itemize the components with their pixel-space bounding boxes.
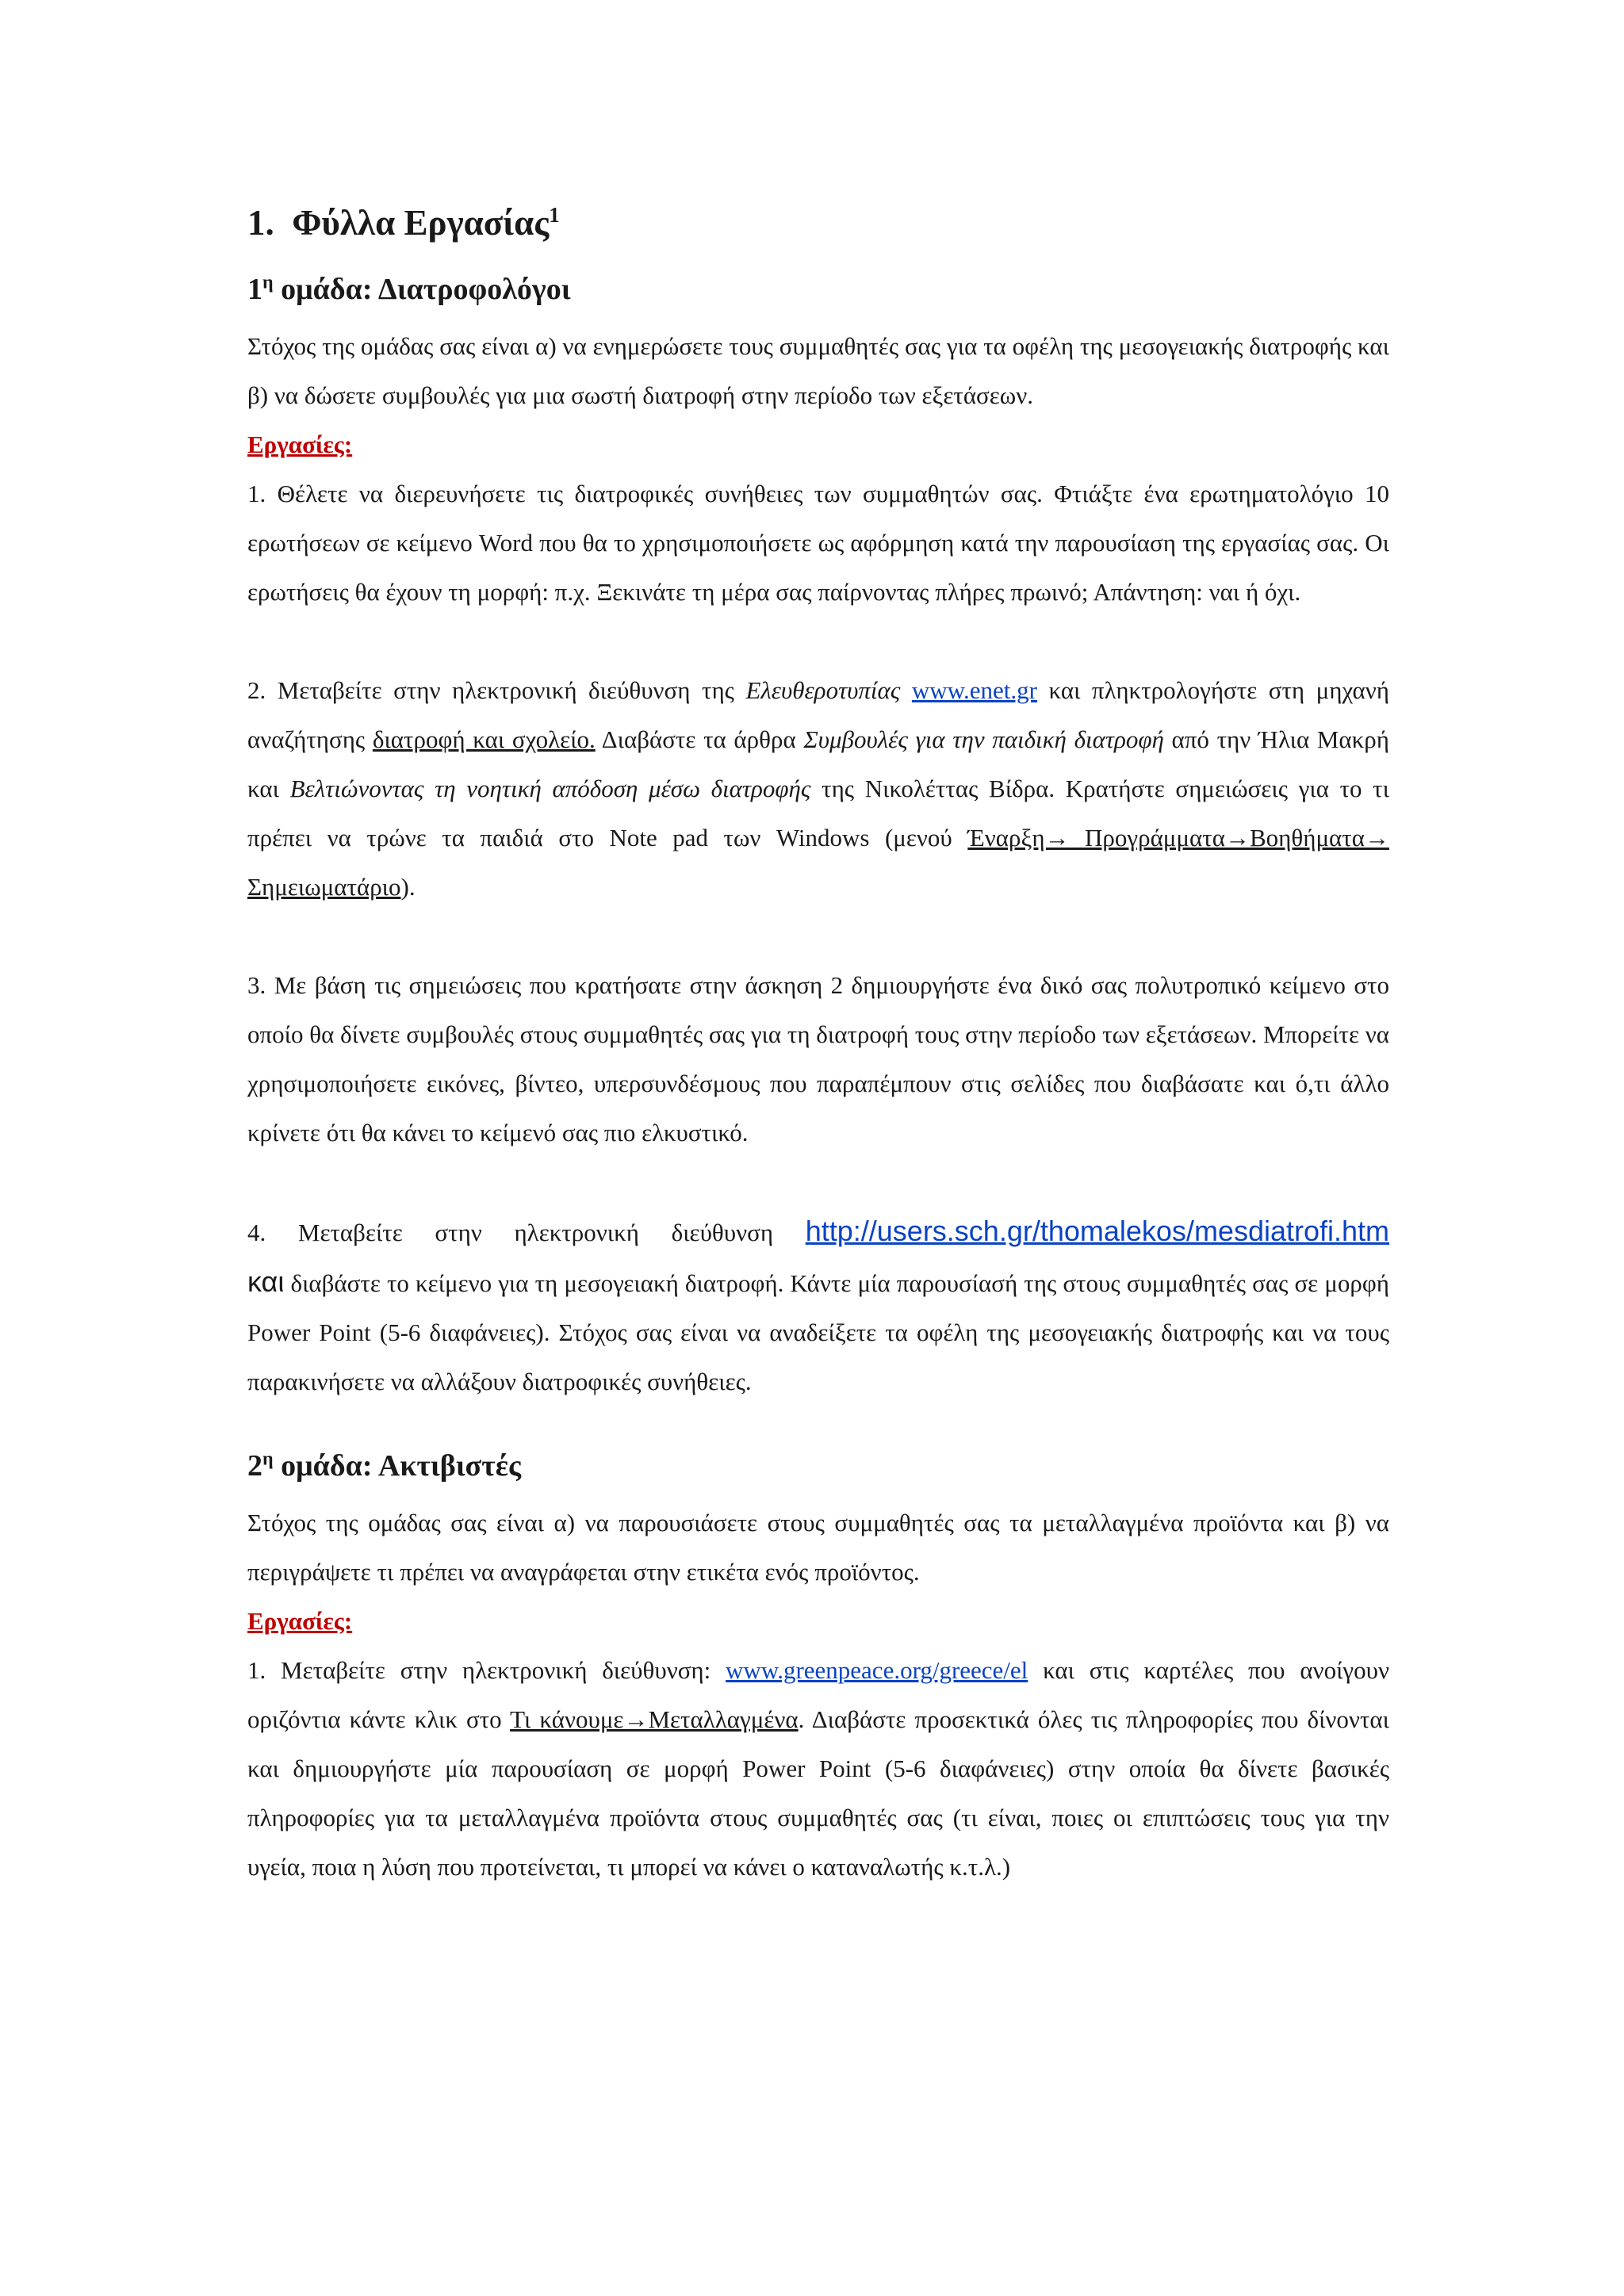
menu-path: Έναρξη→ Προγράμματα→Βοηθήματα→ Σημειωματάριο bbox=[247, 824, 1389, 901]
newspaper-name: Ελευθεροτυπίας bbox=[745, 676, 901, 704]
group1-task4-line1 bbox=[247, 1207, 1389, 1257]
title-text: Φύλλα Εργασίας bbox=[292, 203, 550, 243]
group2-heading-number: 2 bbox=[247, 1449, 262, 1483]
task4-first-word: και bbox=[247, 1265, 285, 1298]
group1-heading-text: ομάδα: Διατροφολόγοι bbox=[281, 273, 571, 306]
spacer bbox=[247, 1158, 1389, 1207]
task2-text: και πληκτρολογήστε στη μηχανή αναζήτησης bbox=[247, 676, 1389, 753]
group1-tasks-label: Εργασίες: bbox=[247, 430, 353, 458]
task2-text: 2. Μεταβείτε στην ηλεκτρονική διεύθυνση της bbox=[247, 676, 746, 704]
group2-heading-text: ομάδα: Ακτιβιστές bbox=[281, 1449, 521, 1483]
title-number: 1. bbox=[247, 203, 274, 243]
greenpeace-menu-path: Τι κάνουμε→Μεταλλαγμένα bbox=[510, 1705, 799, 1733]
group2-task1-text: 1. Μεταβείτε στην ηλεκτρονική διεύθυνση: bbox=[247, 1656, 726, 1684]
document-content bbox=[247, 195, 1389, 1892]
group2-task1-text: . Διαβάστε προσεκτικά όλες τις πληροφορίες που δίνονται και δημιουργήστε μία παρουσίαση σε μορφή Power Point (5-6 διαφάνειες) στην οποία θα δίνετε βασικές πληροφορίες για τα μεταλλαγμένα προϊόντα στους συμμαθητές σας (τι είναι, ποιες οι επιπτώσεις τους για την υγεία, ποια η λύση που προτείνεται, τι μπορεί να κάνει ο καταναλωτής κ.τ.λ.) bbox=[247, 1705, 1389, 1881]
group1-heading-number: 1 bbox=[247, 273, 262, 306]
group1-task2 bbox=[247, 666, 1389, 912]
group2-tasks-label: Εργασίες: bbox=[247, 1607, 353, 1635]
greenpeace-link[interactable]: www.greenpeace.org/greece/el bbox=[726, 1656, 1028, 1684]
group1-task4-body bbox=[247, 1257, 1389, 1406]
enet-link[interactable]: www.enet.gr bbox=[911, 676, 1037, 704]
group1-task3: 3. Με βάση τις σημειώσεις που κρατήσατε στην άσκηση 2 δημιουργήστε ένα δικό σας πολυτροπικό κείμενο στο οποίο θα δίνετε συμβουλές στους συμμαθητές σας για τη διατροφή τους στην περίοδο των εξετάσεων. Μπορείτε να χρησιμοποιήσετε εικόνες, βίντεο, υπερσυνδέσμους που παραπέμπουν στις σελίδες που διαβάσατε και ό,τι άλλο κρίνετε ότι θα κάνει το κείμενό σας πιο ελκυστικό. bbox=[247, 971, 1389, 1146]
group1-task1: 1. Θέλετε να διερευνήσετε τις διατροφικές συνήθειες των συμμαθητών σας. Φτιάξτε ένα ερωτηματολόγιο 10 ερωτήσεων σε κείμενο Word που θα το χρησιμοποιήσετε ως αφόρμηση κατά την παρουσίαση της εργασίας σας. Οι ερωτήσεις θα έχουν τη μορφή: π.χ. Ξεκινάτε τη μέρα σας παίρνοντας πλήρες πρωινό; Απάντηση: ναι ή όχι. bbox=[247, 480, 1389, 606]
group2-heading bbox=[247, 1441, 1389, 1490]
spacer bbox=[247, 617, 1389, 666]
group1-goal: Στόχος της ομάδας σας είναι α) να ενημερώσετε τους συμμαθητές σας για τα οφέλη της μεσογειακής διατροφής και β) να δώσετε συμβουλές για μια σωστή διατροφή στην περίοδο των εξετάσεων. bbox=[247, 332, 1389, 409]
group2-goal: Στόχος της ομάδας σας είναι α) να παρουσιάσετε στους συμμαθητές σας τα μεταλλαγμένα προϊόντα και β) να περιγράψετε τι πρέπει να αναγράφεται στην ετικέτα ενός προϊόντος. bbox=[247, 1509, 1389, 1586]
title-footnote-marker: 1 bbox=[549, 203, 560, 227]
spacer bbox=[247, 912, 1389, 961]
group2-task1 bbox=[247, 1646, 1389, 1892]
spacer bbox=[247, 1406, 1389, 1441]
article-title-1: Συμβουλές για την παιδική διατροφή bbox=[803, 725, 1164, 753]
article-title-2: Βελτιώνοντας τη νοητική απόδοση μέσω διατροφής bbox=[289, 775, 811, 802]
group2-task1-text: και στις καρτέλες που ανοίγουν οριζόντια κάντε κλικ στο bbox=[247, 1656, 1389, 1733]
task2-text bbox=[900, 676, 912, 704]
group1-heading bbox=[247, 265, 1389, 314]
task2-text: Διαβάστε τα άρθρα bbox=[595, 725, 804, 753]
group2-heading-ordinal: η bbox=[262, 1448, 274, 1470]
task4-text: 4. Μεταβείτε στην ηλεκτρονική διεύθυνση bbox=[247, 1219, 774, 1246]
page-title bbox=[247, 195, 1389, 251]
task2-text: από την Ήλια Μακρή και bbox=[247, 725, 1389, 802]
search-terms: διατροφή και σχολείο. bbox=[372, 725, 596, 753]
task2-text: ). bbox=[400, 873, 416, 901]
group1-heading-ordinal: η bbox=[262, 272, 274, 293]
mesdiatrofi-link[interactable]: http://users.sch.gr/thomalekos/mesdiatrofi.htm bbox=[805, 1215, 1390, 1247]
task2-text: της Νικολέττας Βίδρα. Κρατήστε σημειώσεις για το τι πρέπει να τρώνε τα παιδιά στο Note pad των Windows (μενού bbox=[247, 775, 1389, 851]
task4-text: διαβάστε το κείμενο για τη μεσογειακή διατροφή. Κάντε μία παρουσίασή της στους συμμαθητές σας σε μορφή Power Point (5-6 διαφάνειες). Στόχος σας είναι να αναδείξετε τα οφέλη της μεσογειακής διατροφής και να τους παρακινήσετε να αλλάξουν διατροφικές συνήθειες. bbox=[247, 1269, 1389, 1395]
